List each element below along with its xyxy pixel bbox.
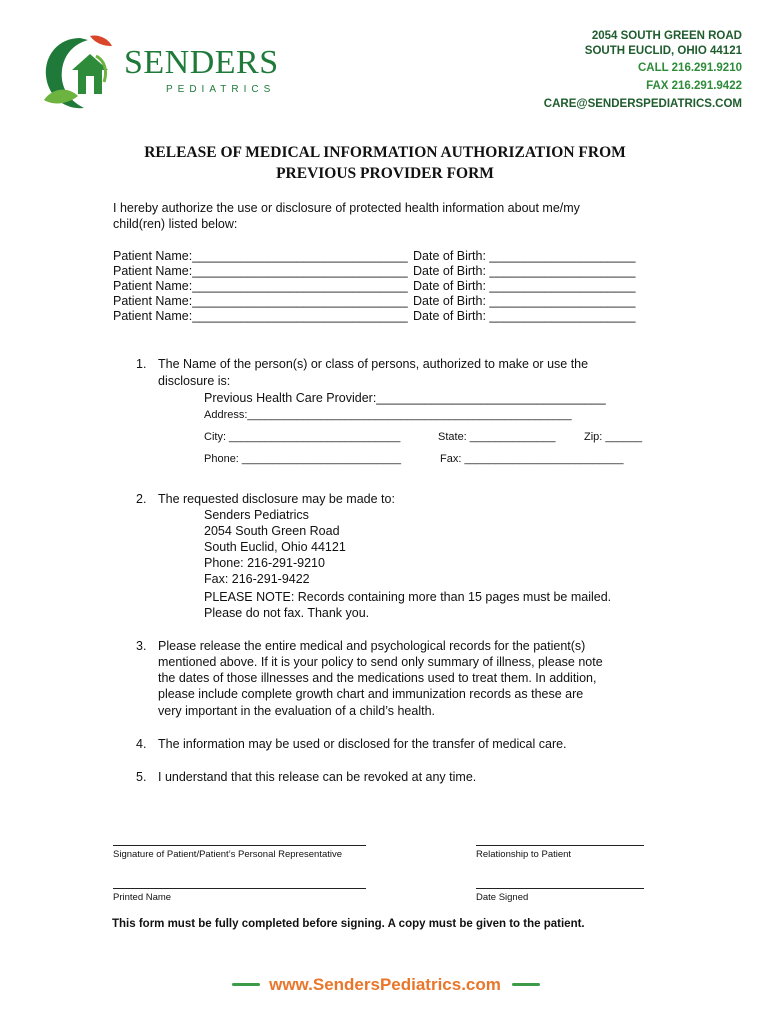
intro-line1: I hereby authorize the use or disclosure of protected health information about me/my [113,201,580,215]
printed-name-line[interactable] [113,888,366,889]
contact-email: CARE@SENDERSPEDIATRICS.COM [543,98,742,110]
date-signed-line[interactable] [476,888,644,889]
contact-fax: FAX 216.291.9422 [646,80,742,92]
patient-dob-field[interactable]: Date of Birth: _____________________ [413,309,636,323]
note-line2: Please do not fax. Thank you. [204,606,370,620]
item-number: 4. [136,737,147,751]
contact-address-line1: 2054 SOUTH GREEN ROAD [591,30,742,42]
zip-field[interactable]: Zip: ______ [584,431,643,443]
item4-text: The information may be used or disclosed for the transfer of medical care. [158,737,567,751]
provider-field[interactable]: Previous Health Care Provider:_________________________________ [204,391,606,405]
patient-dob-field[interactable]: Date of Birth: _____________________ [413,294,636,308]
patient-dob-field[interactable]: Date of Birth: _____________________ [413,279,636,293]
patient-name-field[interactable]: Patient Name:_______________________________ [113,309,408,323]
phone-field[interactable]: Phone: __________________________ [204,453,401,465]
form-title-line1: RELEASE OF MEDICAL INFORMATION AUTHORIZATION FROM [144,144,626,161]
contact-phone: CALL 216.291.9210 [638,62,742,74]
recipient-fax: Fax: 216-291-9422 [204,572,310,586]
senders-logo [38,30,278,115]
signature-line[interactable] [113,845,366,846]
state-field[interactable]: State: ______________ [438,431,556,443]
printed-name-label: Printed Name [113,892,172,903]
brand-name: SENDERS [124,44,279,81]
relationship-line[interactable] [476,845,644,846]
patient-name-field[interactable]: Patient Name:_______________________________ [113,294,408,308]
recipient-org: Senders Pediatrics [204,508,309,522]
relationship-label: Relationship to Patient [476,849,572,860]
item1-line2: disclosure is: [158,374,231,388]
brand-subtitle: PEDIATRICS [166,84,276,95]
item3-line: please include complete growth chart and immunization records as these are [158,687,584,701]
city-field[interactable]: City: ____________________________ [204,431,401,443]
patient-name-field[interactable]: Patient Name:_______________________________ [113,264,408,278]
patient-dob-field[interactable]: Date of Birth: _____________________ [413,264,636,278]
item-number: 1. [136,357,147,371]
form-title-line2: PREVIOUS PROVIDER FORM [276,165,494,182]
contact-address-line2: SOUTH EUCLID, OHIO 44121 [584,45,742,57]
item-number: 3. [136,639,147,653]
item1-line1: The Name of the person(s) or class of persons, authorized to make or use the [158,357,589,371]
note-line1: PLEASE NOTE: Records containing more than 15 pages must be mailed. [204,590,612,604]
recipient-phone: Phone: 216-291-9210 [204,556,325,570]
item3-line: mentioned above. If it is your policy to send only summary of illness, please note [158,655,603,669]
patient-name-field[interactable]: Patient Name:_______________________________ [113,279,408,293]
footer-notice: This form must be fully completed before signing. A copy must be given to the patient. [112,918,585,930]
item-number: 5. [136,770,147,784]
patient-name-field[interactable]: Patient Name:_______________________________ [113,249,408,263]
recipient-street: 2054 South Green Road [204,524,340,538]
item3-line: the dates of those illnesses and the medications used to treat them. In addition, [158,671,597,685]
item3-line: Please release the entire medical and psychological records for the patient(s) [158,639,586,653]
recipient-city: South Euclid, Ohio 44121 [204,540,346,554]
address-field[interactable]: Address:_____________________________________________________ [204,409,572,421]
patient-dob-field[interactable]: Date of Birth: _____________________ [413,249,636,263]
intro-line2: child(ren) listed below: [113,217,238,231]
item3-line: very important in the evaluation of a child’s health. [158,704,436,718]
date-signed-label: Date Signed [476,892,529,903]
house-leaf-icon [38,30,123,115]
item2-line1: The requested disclosure may be made to: [158,492,395,506]
website-link[interactable]: www.SendersPediatrics.com [269,975,501,994]
fax-field[interactable]: Fax: __________________________ [440,453,624,465]
signature-label: Signature of Patient/Patient’s Personal Representative [113,849,343,860]
item5-text: I understand that this release can be revoked at any time. [158,770,477,784]
item-number: 2. [136,492,147,506]
